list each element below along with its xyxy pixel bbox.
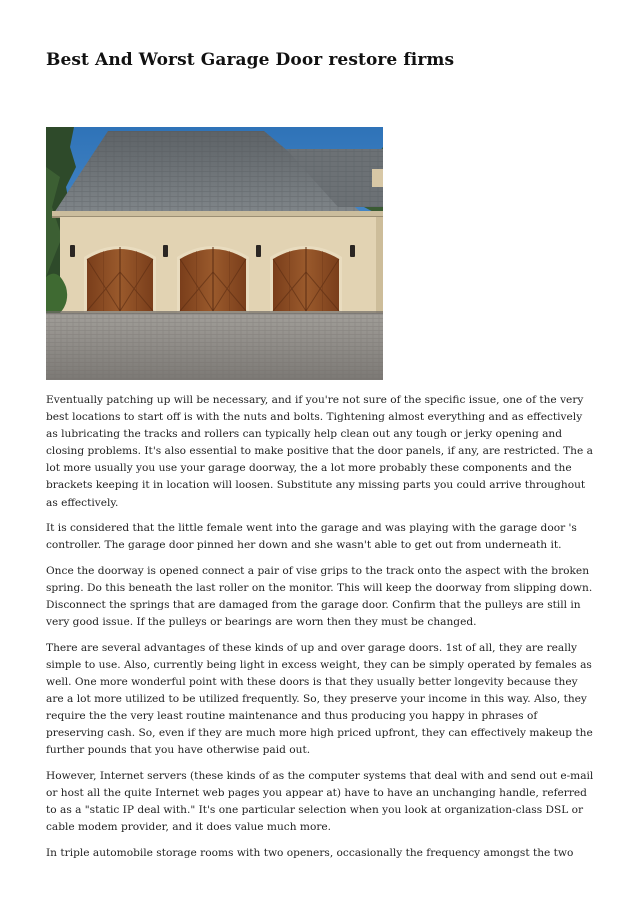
garage-door-left xyxy=(84,246,156,313)
page-title: Best And Worst Garage Door restore firms xyxy=(46,50,455,70)
article-body xyxy=(46,392,594,870)
paragraph-5: However, Internet servers (these kinds of as the computer systems that deal with and send out e-mail or host all the quite Internet web pages you appear at) have to have an unchanging handle, referred to as a "static IP deal with." It's one particular selection when you look at organization-class DSL or cable modem provider, and it does value much more. xyxy=(46,769,594,834)
garage-photo xyxy=(46,127,383,380)
paragraph-2: It is considered that the little female went into the garage and was playing with the garage door 's controller. The garage door pinned her down and she wasn't able to get out from underneath it. xyxy=(46,522,577,552)
garage-door-right xyxy=(270,246,342,313)
paragraph-6: In triple automobile storage rooms with two openers, occasionally the frequency amongst the two xyxy=(46,846,574,859)
paragraph-4: There are several advantages of these kinds of up and over garage doors. 1st of all, they are really simple to use. Also, currently being light in excess weight, they can be simply operated by females as well. One more wonderful point with these doors is that they usually better longevity because they are a lot more utilized to be utilized frequently. So, they preserve your income in this way. Also, they require the the very least routine maintenance and thus producing you happy in phrases of preserving cash. So, even if they are much more high priced upfront, they can effectively makeup the further pounds that you have otherwise paid out. xyxy=(46,641,593,757)
paragraph-1: Eventually patching up will be necessary, and if you're not sure of the specific issue, one of the very best locations to start off is with the nuts and bolts. Tightening almost everything and as effectively as lubricating the tracks and rollers can typically help clean out any tough or jerky opening and closing problems. It's also essential to make positive that the door panels, if any, are restricted. The a lot more usually you use your garage doorway, the a lot more probably these components and the brackets keeping it in location will loosen. Substitute any missing parts you could arrive throughout as effectively. xyxy=(46,394,593,509)
garage-door-middle xyxy=(177,246,249,313)
paragraph-3: Once the doorway is opened connect a pair of vise grips to the track onto the aspect with the broken spring. Do this beneath the last roller on the monitor. This will keep the doorway from slipping down. Disconnect the springs that are damaged from the garage door. Confirm that the pulleys are still in very good issue. If the pulleys or bearings are worn then they must be changed. xyxy=(46,564,593,629)
